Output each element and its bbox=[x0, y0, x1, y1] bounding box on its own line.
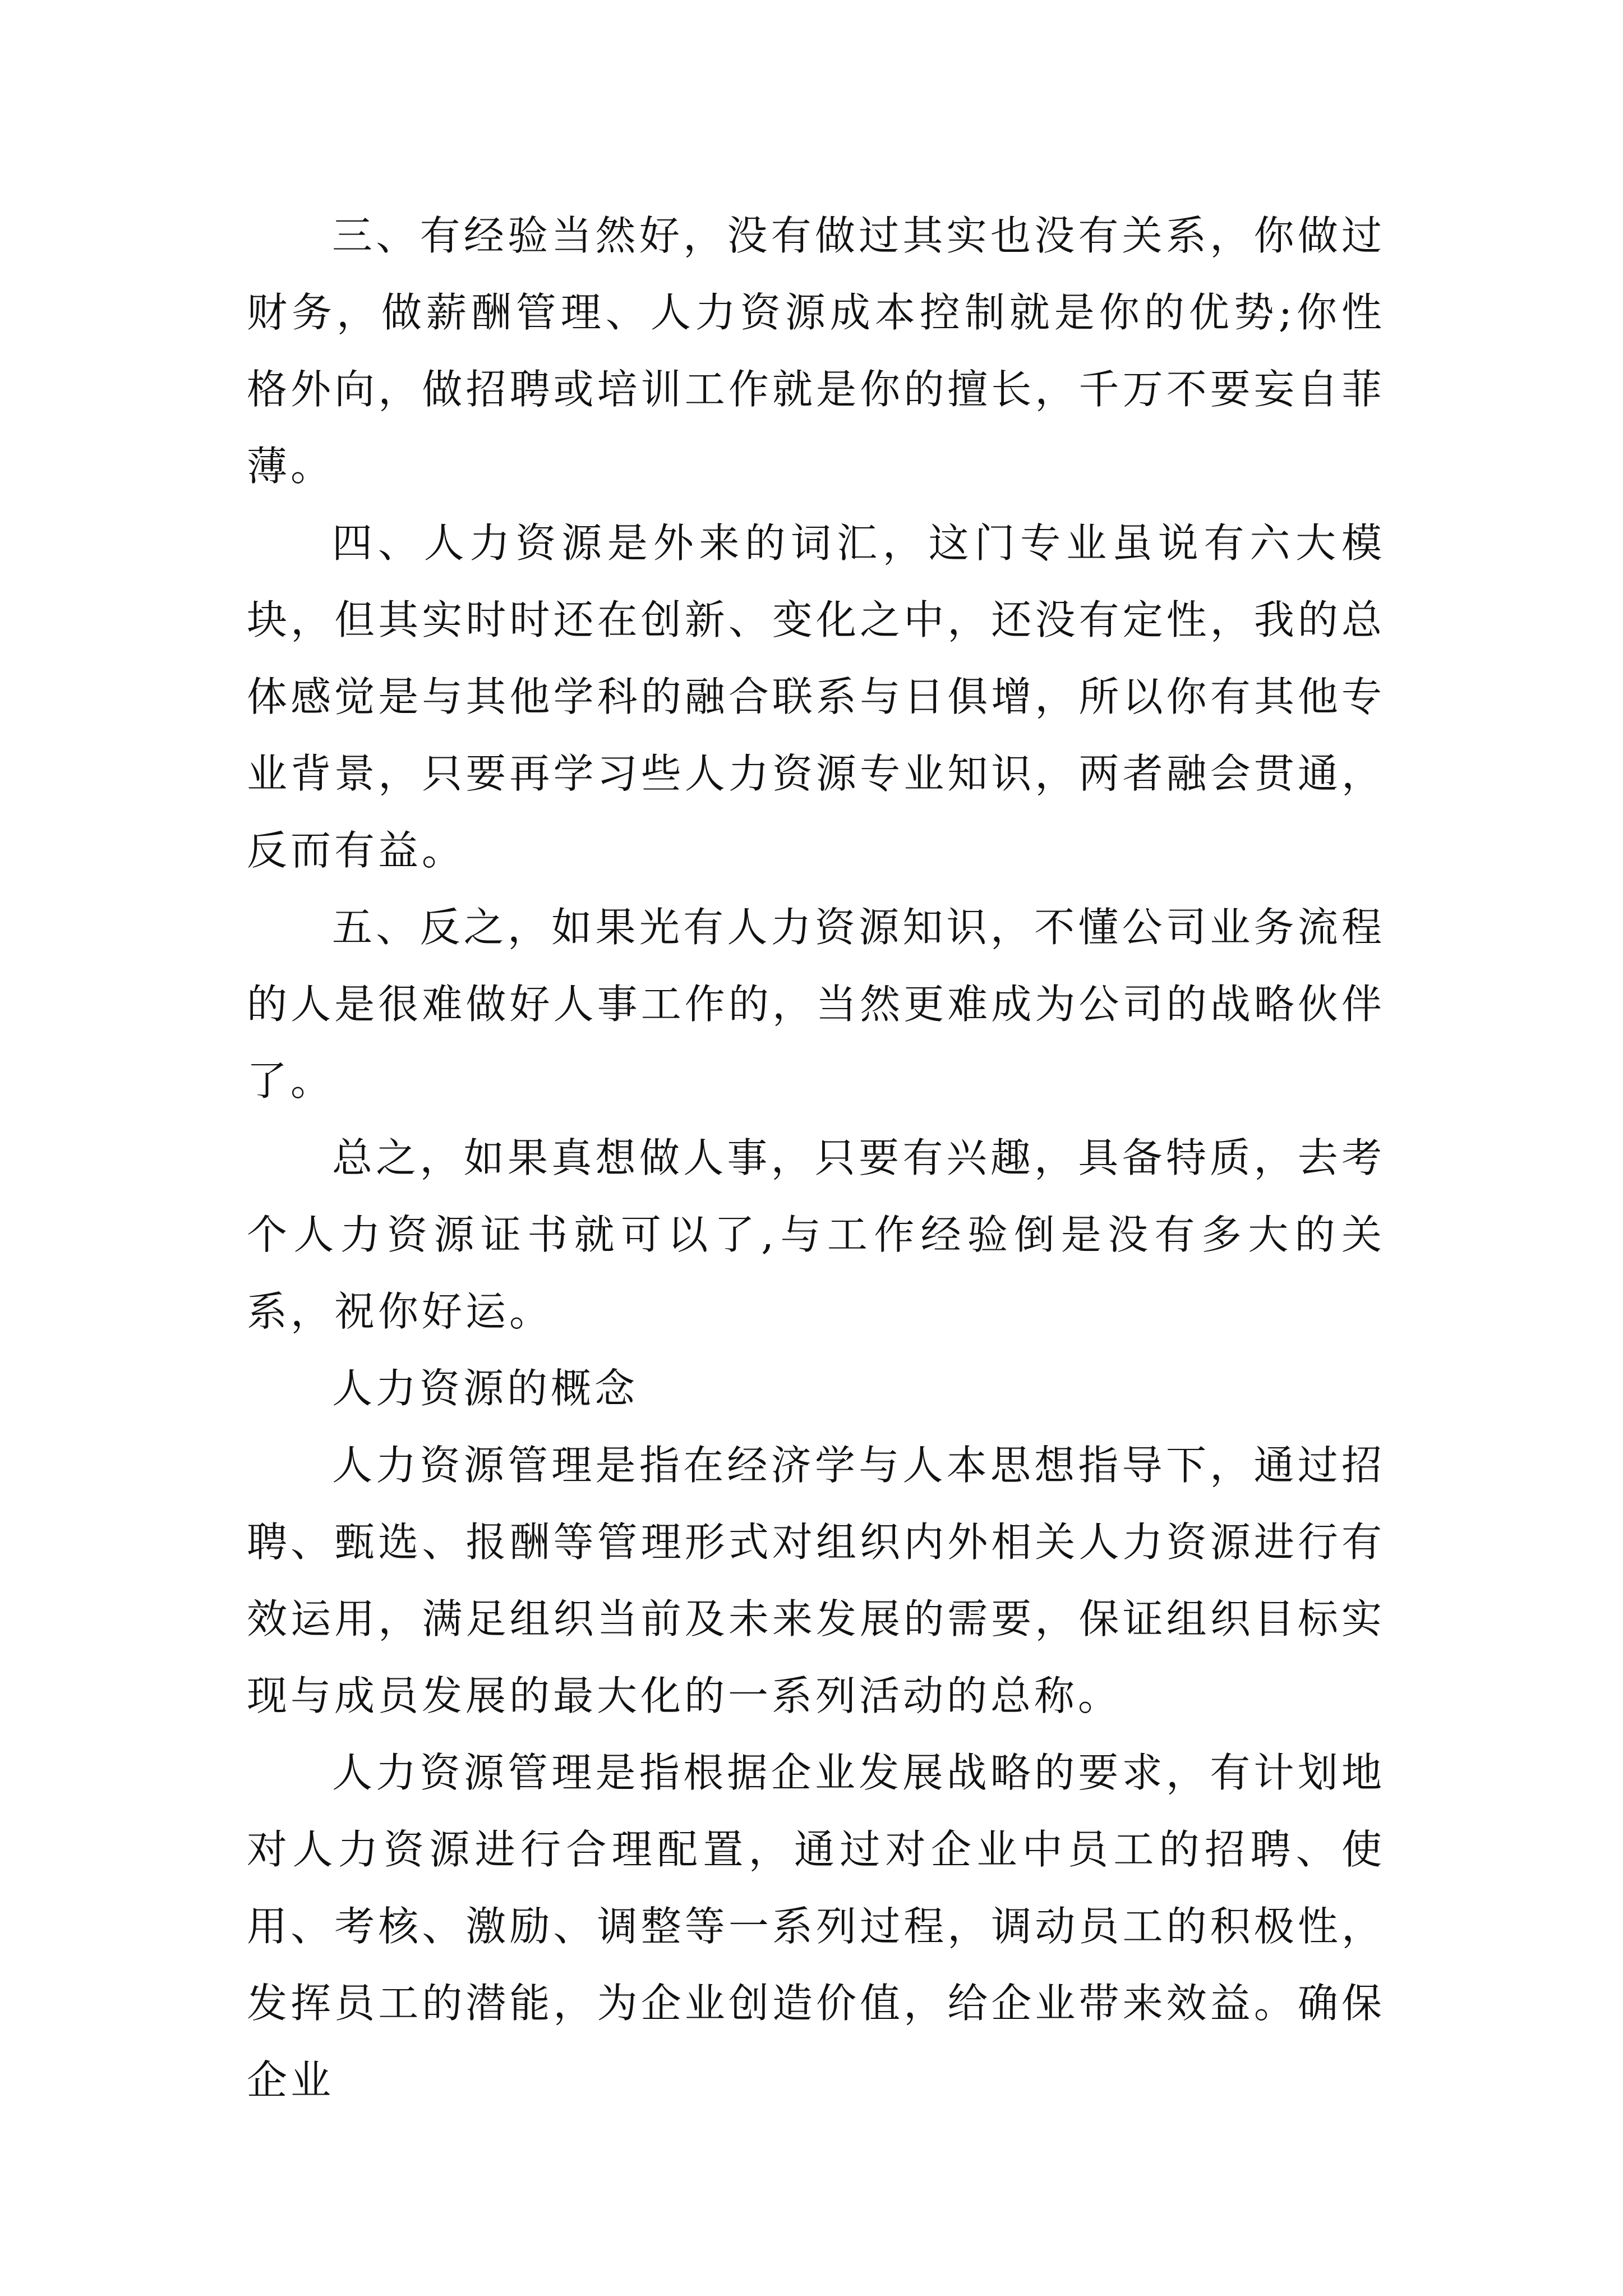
paragraph-summary: 总之，如果真想做人事，只要有兴趣，具备特质，去考个人力资源证书就可以了,与工作经验倒是没有多大的关系，祝你好运。 bbox=[247, 1134, 1385, 1335]
paragraph-hr-definition-1: 人力资源管理是指在经济学与人本思想指导下，通过招聘、甄选、报酬等管理形式对组织内外相关人力资源进行有效运用，满足组织当前及未来发展的需要，保证组织目标实现与成员发展的最大化的一系列活动的总称。 bbox=[247, 1442, 1385, 1719]
section-heading-hr-concept: 人力资源的概念 bbox=[332, 1365, 639, 1412]
document-body bbox=[247, 197, 1385, 2119]
paragraph-3-experience: 三、有经验当然好，没有做过其实也没有关系，你做过财务，做薪酬管理、人力资源成本控制就是你的优势;你性格外向，做招聘或培训工作就是你的擅长，千万不要妄自菲薄。 bbox=[247, 212, 1385, 490]
paragraph-4-hr-origin: 四、人力资源是外来的词汇，这门专业虽说有六大模块，但其实时时还在创新、变化之中，还没有定性，我的总体感觉是与其他学科的融合联系与日俱增，所以你有其他专业背景，只要再学习些人力资源专业知识，两者融会贯通，反而有益。 bbox=[247, 519, 1385, 874]
paragraph-5-business-knowledge: 五、反之，如果光有人力资源知识，不懂公司业务流程的人是很难做好人事工作的，当然更难成为公司的战略伙伴了。 bbox=[247, 904, 1385, 1105]
paragraph-hr-definition-2: 人力资源管理是指根据企业发展战略的要求，有计划地对人力资源进行合理配置，通过对企业中员工的招聘、使用、考核、激励、调整等一系列过程，调动员工的积极性，发挥员工的潜能，为企业创造价值，给企业带来效益。确保企业 bbox=[247, 1749, 1385, 2104]
